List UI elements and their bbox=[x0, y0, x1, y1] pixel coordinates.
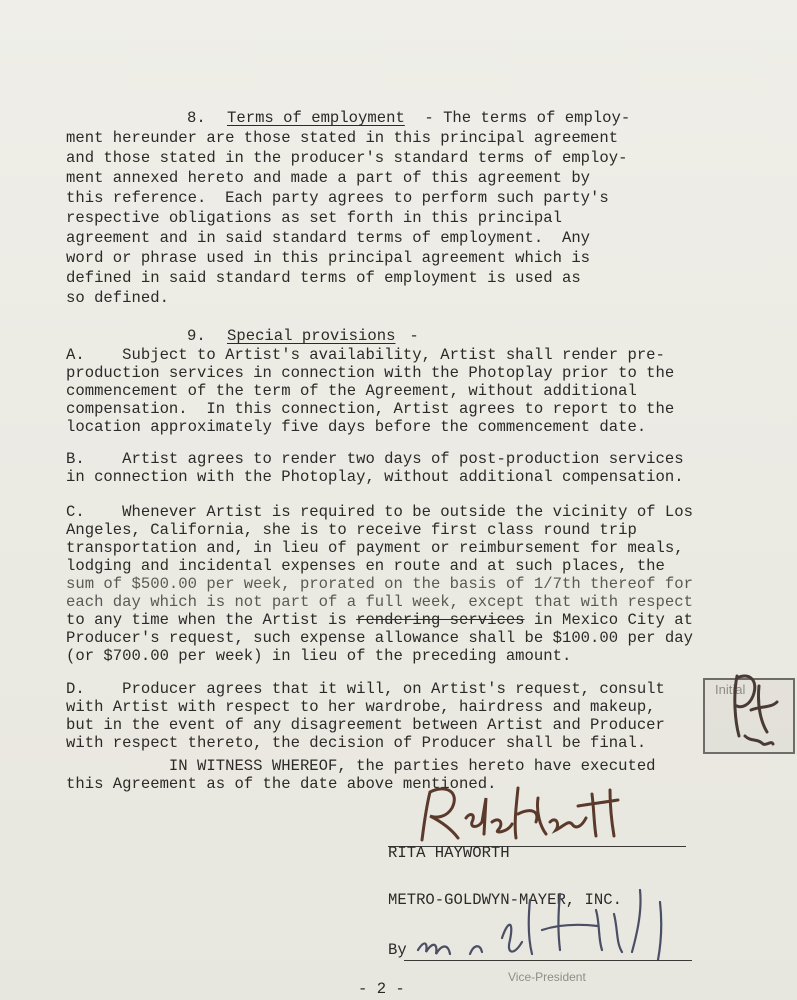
witness-line: IN WITNESS WHEREOF, the parties hereto have executed bbox=[66, 757, 656, 775]
provision-d-line: D. Producer agrees that it will, on Artist's request, consult bbox=[66, 680, 665, 698]
section-9-number: 9. bbox=[187, 327, 206, 345]
struck-text: rendering services bbox=[356, 611, 525, 629]
section-8-line: so defined. bbox=[66, 289, 169, 307]
company-name: METRO-GOLDWYN-MAYER, INC. bbox=[388, 891, 622, 909]
witness-line: this Agreement as of the date above mentioned. bbox=[66, 775, 497, 793]
provision-c-text: to any time when the Artist is bbox=[66, 611, 357, 629]
section-8-line: and those stated in the producer's standard terms of employ- bbox=[66, 149, 628, 167]
rita-hayworth-signature-icon bbox=[400, 778, 640, 848]
provision-c-line: sum of $500.00 per week, prorated on the basis of 1/7th thereof for bbox=[66, 575, 693, 593]
company-signature-line bbox=[404, 960, 692, 961]
section-8-line: defined in said standard terms of employment is used as bbox=[66, 269, 581, 287]
section-8-line: - The terms of employ- bbox=[415, 109, 631, 127]
provision-c-line: (or $700.00 per week) in lieu of the preceding amount. bbox=[66, 647, 572, 665]
provision-c-text: in Mexico City at bbox=[524, 611, 693, 629]
section-8-line: ment annexed hereto and made a part of this agreement by bbox=[66, 169, 591, 187]
section-8-line: ment hereunder are those stated in this principal agreement bbox=[66, 129, 619, 147]
provision-b-line: in connection with the Photoplay, without additional compensation. bbox=[66, 468, 684, 486]
provision-a-line: commencement of the term of the Agreement, without additional bbox=[66, 382, 637, 400]
provision-c-line-7 bbox=[66, 611, 693, 629]
company-signature-icon bbox=[410, 880, 690, 970]
provision-a-line: location approximately five days before the commencement date. bbox=[66, 418, 647, 436]
page-number: - 2 - bbox=[358, 980, 405, 998]
section-8-line: word or phrase used in this principal agreement which is bbox=[66, 249, 591, 267]
provision-c-line: each day which is not part of a full week, except that with respect bbox=[66, 593, 693, 611]
stamp-label: Initial bbox=[715, 682, 746, 697]
section-9-heading: Special provisions bbox=[227, 327, 396, 345]
section-8-heading: Terms of employment bbox=[227, 109, 405, 127]
section-8-line: this reference. Each party agrees to perform such party's bbox=[66, 189, 609, 207]
provision-c-line: transportation and, in lieu of payment or reimbursement for meals, bbox=[66, 539, 684, 557]
provision-c-line: C. Whenever Artist is required to be outside the vicinity of Los bbox=[66, 503, 693, 521]
section-8-line: respective obligations as set forth in this principal bbox=[66, 209, 562, 227]
artist-name: RITA HAYWORTH bbox=[388, 844, 510, 862]
provision-d-line: but in the event of any disagreement between Artist and Producer bbox=[66, 716, 665, 734]
provision-a-line: production services in connection with the Photoplay prior to the bbox=[66, 364, 675, 382]
section-9-heading-suffix: - bbox=[400, 327, 419, 345]
by-label: By bbox=[388, 941, 407, 959]
provision-a-line: A. Subject to Artist's availability, Artist shall render pre- bbox=[66, 346, 665, 364]
provision-d-line: with respect thereto, the decision of Producer shall be final. bbox=[66, 734, 647, 752]
provision-c-line: Angeles, California, she is to receive first class round trip bbox=[66, 521, 637, 539]
initial-stamp bbox=[703, 678, 795, 754]
provision-d-line: with Artist with respect to her wardrobe, hairdress and makeup, bbox=[66, 698, 656, 716]
provision-c-line: Producer's request, such expense allowance shall be $100.00 per day bbox=[66, 629, 693, 647]
section-8-line: agreement and in said standard terms of employment. Any bbox=[66, 229, 591, 247]
provision-b-line: B. Artist agrees to render two days of post-production services bbox=[66, 450, 684, 468]
provision-c-line: lodging and incidental expenses en route and at such places, the bbox=[66, 557, 665, 575]
provision-a-line: compensation. In this connection, Artist agrees to report to the bbox=[66, 400, 675, 418]
signer-title: Vice-President bbox=[508, 970, 586, 984]
section-8-number: 8. bbox=[187, 109, 206, 127]
initials-signature-icon bbox=[715, 666, 785, 750]
